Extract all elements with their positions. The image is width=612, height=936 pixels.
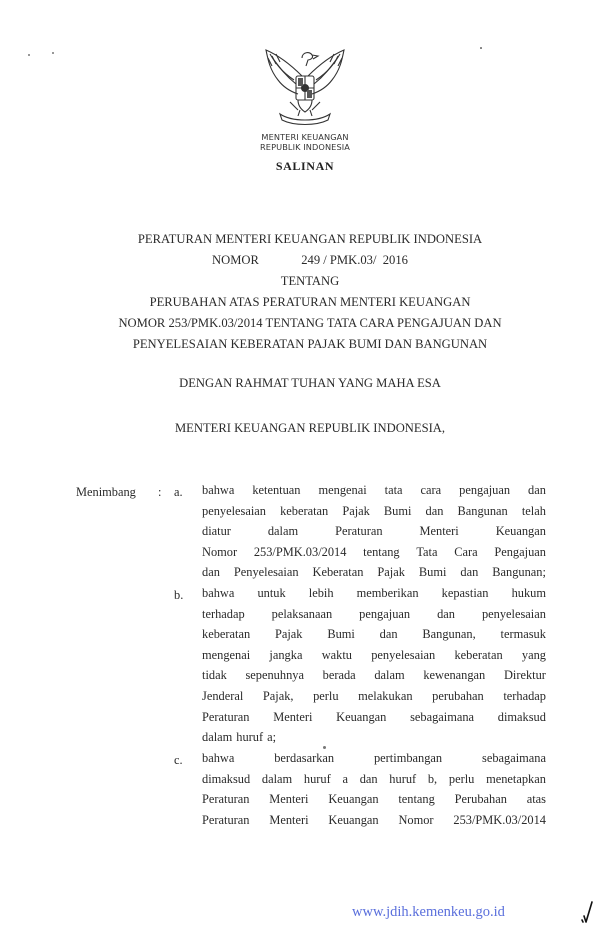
scan-speck: [52, 52, 54, 54]
garuda-emblem-icon: [258, 46, 352, 132]
paraf-signature-icon: [578, 900, 596, 924]
text-line: diatur dalam Peraturan Menteri Keuangan: [202, 524, 546, 539]
text-line: penyelesaian keberatan Pajak Bumi dan Bangunan telah: [202, 503, 546, 518]
nomor-label: NOMOR: [212, 253, 259, 267]
consideration-item-a: [202, 480, 546, 583]
item-b-letter: b.: [174, 588, 184, 602]
subject-line-3: PENYELESAIAN KEBERATAN PAJAK BUMI DAN BANGUNAN: [132, 337, 488, 351]
scan-speck: [28, 54, 30, 56]
regulation-number: [60, 253, 560, 268]
menimbang-colon: :: [158, 485, 162, 499]
subject-line-2: NOMOR 253/PMK.03/2014 TENTANG TATA CARA PENGAJUAN DAN: [118, 316, 502, 330]
invocation: DENGAN RAHMAT TUHAN YANG MAHA ESA: [179, 376, 441, 390]
nomor-value: 249 / PMK.03/ 2016: [301, 253, 408, 267]
issuer: MENTERI KEUANGAN REPUBLIK INDONESIA,: [174, 421, 446, 435]
text-line: keberatan Pajak Bumi dan Bangunan, termasuk: [202, 627, 546, 642]
item-a-letter: a.: [174, 485, 183, 499]
text-line: terhadap pelaksanaan pengajuan dan penyelesaian: [202, 606, 546, 621]
ministry-line-2: REPUBLIK INDONESIA: [260, 142, 350, 152]
text-line: bahwa untuk lebih memberikan kepastian hukum: [202, 586, 546, 600]
consideration-item-b: [202, 583, 546, 748]
text-line: Peraturan Menteri Keuangan tentang Perubahan atas: [202, 792, 546, 807]
consideration-item-c: [202, 748, 546, 830]
text-line: dan Penyelesaian Keberatan Pajak Bumi dan Bangunan;: [202, 565, 546, 580]
copy-stamp: SALINAN: [275, 159, 335, 173]
jdih-website-link[interactable]: www.jdih.kemenkeu.go.id: [352, 904, 505, 920]
regulation-heading: PERATURAN MENTERI KEUANGAN REPUBLIK INDONESIA: [137, 232, 483, 246]
text-line: dimaksud dalam huruf a dan huruf b, perlu menetapkan: [202, 771, 546, 786]
text-line: Peraturan Menteri Keuangan Nomor 253/PMK.03/2014: [202, 812, 546, 827]
item-c-letter: c.: [174, 753, 183, 767]
text-line: Peraturan Menteri Keuangan sebagaimana dimaksud: [202, 709, 546, 724]
text-line: dalam huruf a;: [202, 730, 277, 745]
text-line: bahwa ketentuan mengenai tata cara pengajuan dan: [202, 483, 546, 497]
subject-line-1: PERUBAHAN ATAS PERATURAN MENTERI KEUANGAN: [149, 295, 471, 309]
text-line: mengenai jangka waktu penyelesaian keberatan yang: [202, 647, 546, 662]
tentang-label: TENTANG: [280, 274, 340, 288]
scan-speck: [480, 47, 482, 49]
text-line: tidak sepenuhnya berada dalam kewenangan Direktur: [202, 668, 546, 683]
text-line: bahwa berdasarkan pertimbangan sebagaimana: [202, 751, 546, 765]
text-line: Nomor 253/PMK.03/2014 tentang Tata Cara Pengajuan: [202, 544, 546, 559]
text-line: Jenderal Pajak, perlu melakukan perubahan terhadap: [202, 688, 546, 703]
ministry-letterhead: [230, 132, 380, 152]
menimbang-label: Menimbang: [76, 485, 136, 499]
ministry-line-1: MENTERI KEUANGAN: [261, 132, 349, 142]
